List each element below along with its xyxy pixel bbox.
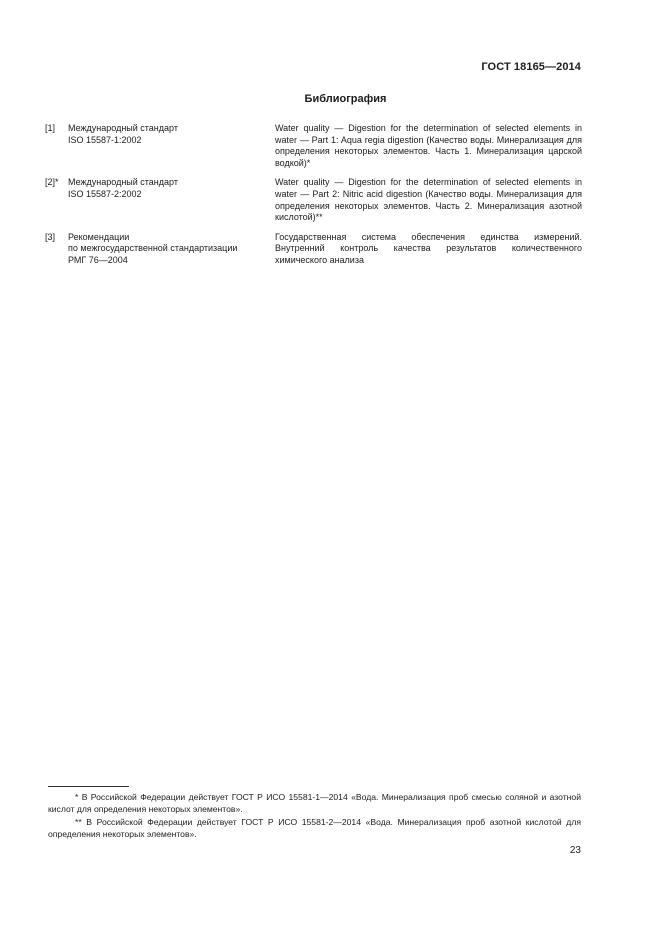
footnote: * В Российской Федерации действует ГОСТ Р ИСО 15581-1—2014 «Вода. Минерализация проб смесью соляной и азотной кислот для определения некоторых элементов». [48,792,581,814]
bibliography-list [45,123,582,275]
page-number: 23 [569,845,581,856]
entry-description: Water quality — Digestion for the determination of selected elements in water — Part 1: Aqua regia digestion (Качество воды. Минерализация для определения некоторых элементов. Часть 1. Минерализация царской водкой)* [275,123,582,168]
entry-number: [2]* [45,177,59,188]
entry-source-line: Международный стандарт [68,123,178,133]
entry-number: [1] [45,123,56,133]
entry-source-line: РМГ 76—2004 [68,254,128,265]
entry-description: Water quality — Digestion for the determination of selected elements in water — Part 2: Nitric acid digestion (Качество воды. Минерализация для определения некоторых элементов. Часть 2. Минерализация азотной кислотой)** [275,177,582,223]
footnotes [48,792,581,842]
entry-source-line: ISO 15587-2:2002 [68,188,142,199]
entry-source-line: ISO 15587-1:2002 [68,134,142,145]
entry-description: Государственная система обеспечения единства измерений. Внутренний контроль качества результатов количественного химического анализа [275,231,582,265]
footnote: ** В Российской Федерации действует ГОСТ Р ИСО 15581-2—2014 «Вода. Минерализация проб азотной кислотой для определения некоторых элементов». [48,817,581,839]
entry-source [68,123,275,169]
entry-source-line: Международный стандарт [68,177,178,188]
bibliography-entry [45,177,582,223]
entry-source [68,232,275,267]
bibliography-entry [45,232,582,267]
footnote-divider [48,786,129,787]
entry-source-line: Рекомендации [68,231,130,242]
entry-source [68,177,275,223]
bibliography-entry [45,123,582,169]
section-title: Библиография [304,93,387,105]
entry-number: [3] [45,231,56,242]
document-code: ГОСТ 18165—2014 [481,61,581,73]
entry-source-line: по межгосударственной стандартизации [68,243,238,254]
